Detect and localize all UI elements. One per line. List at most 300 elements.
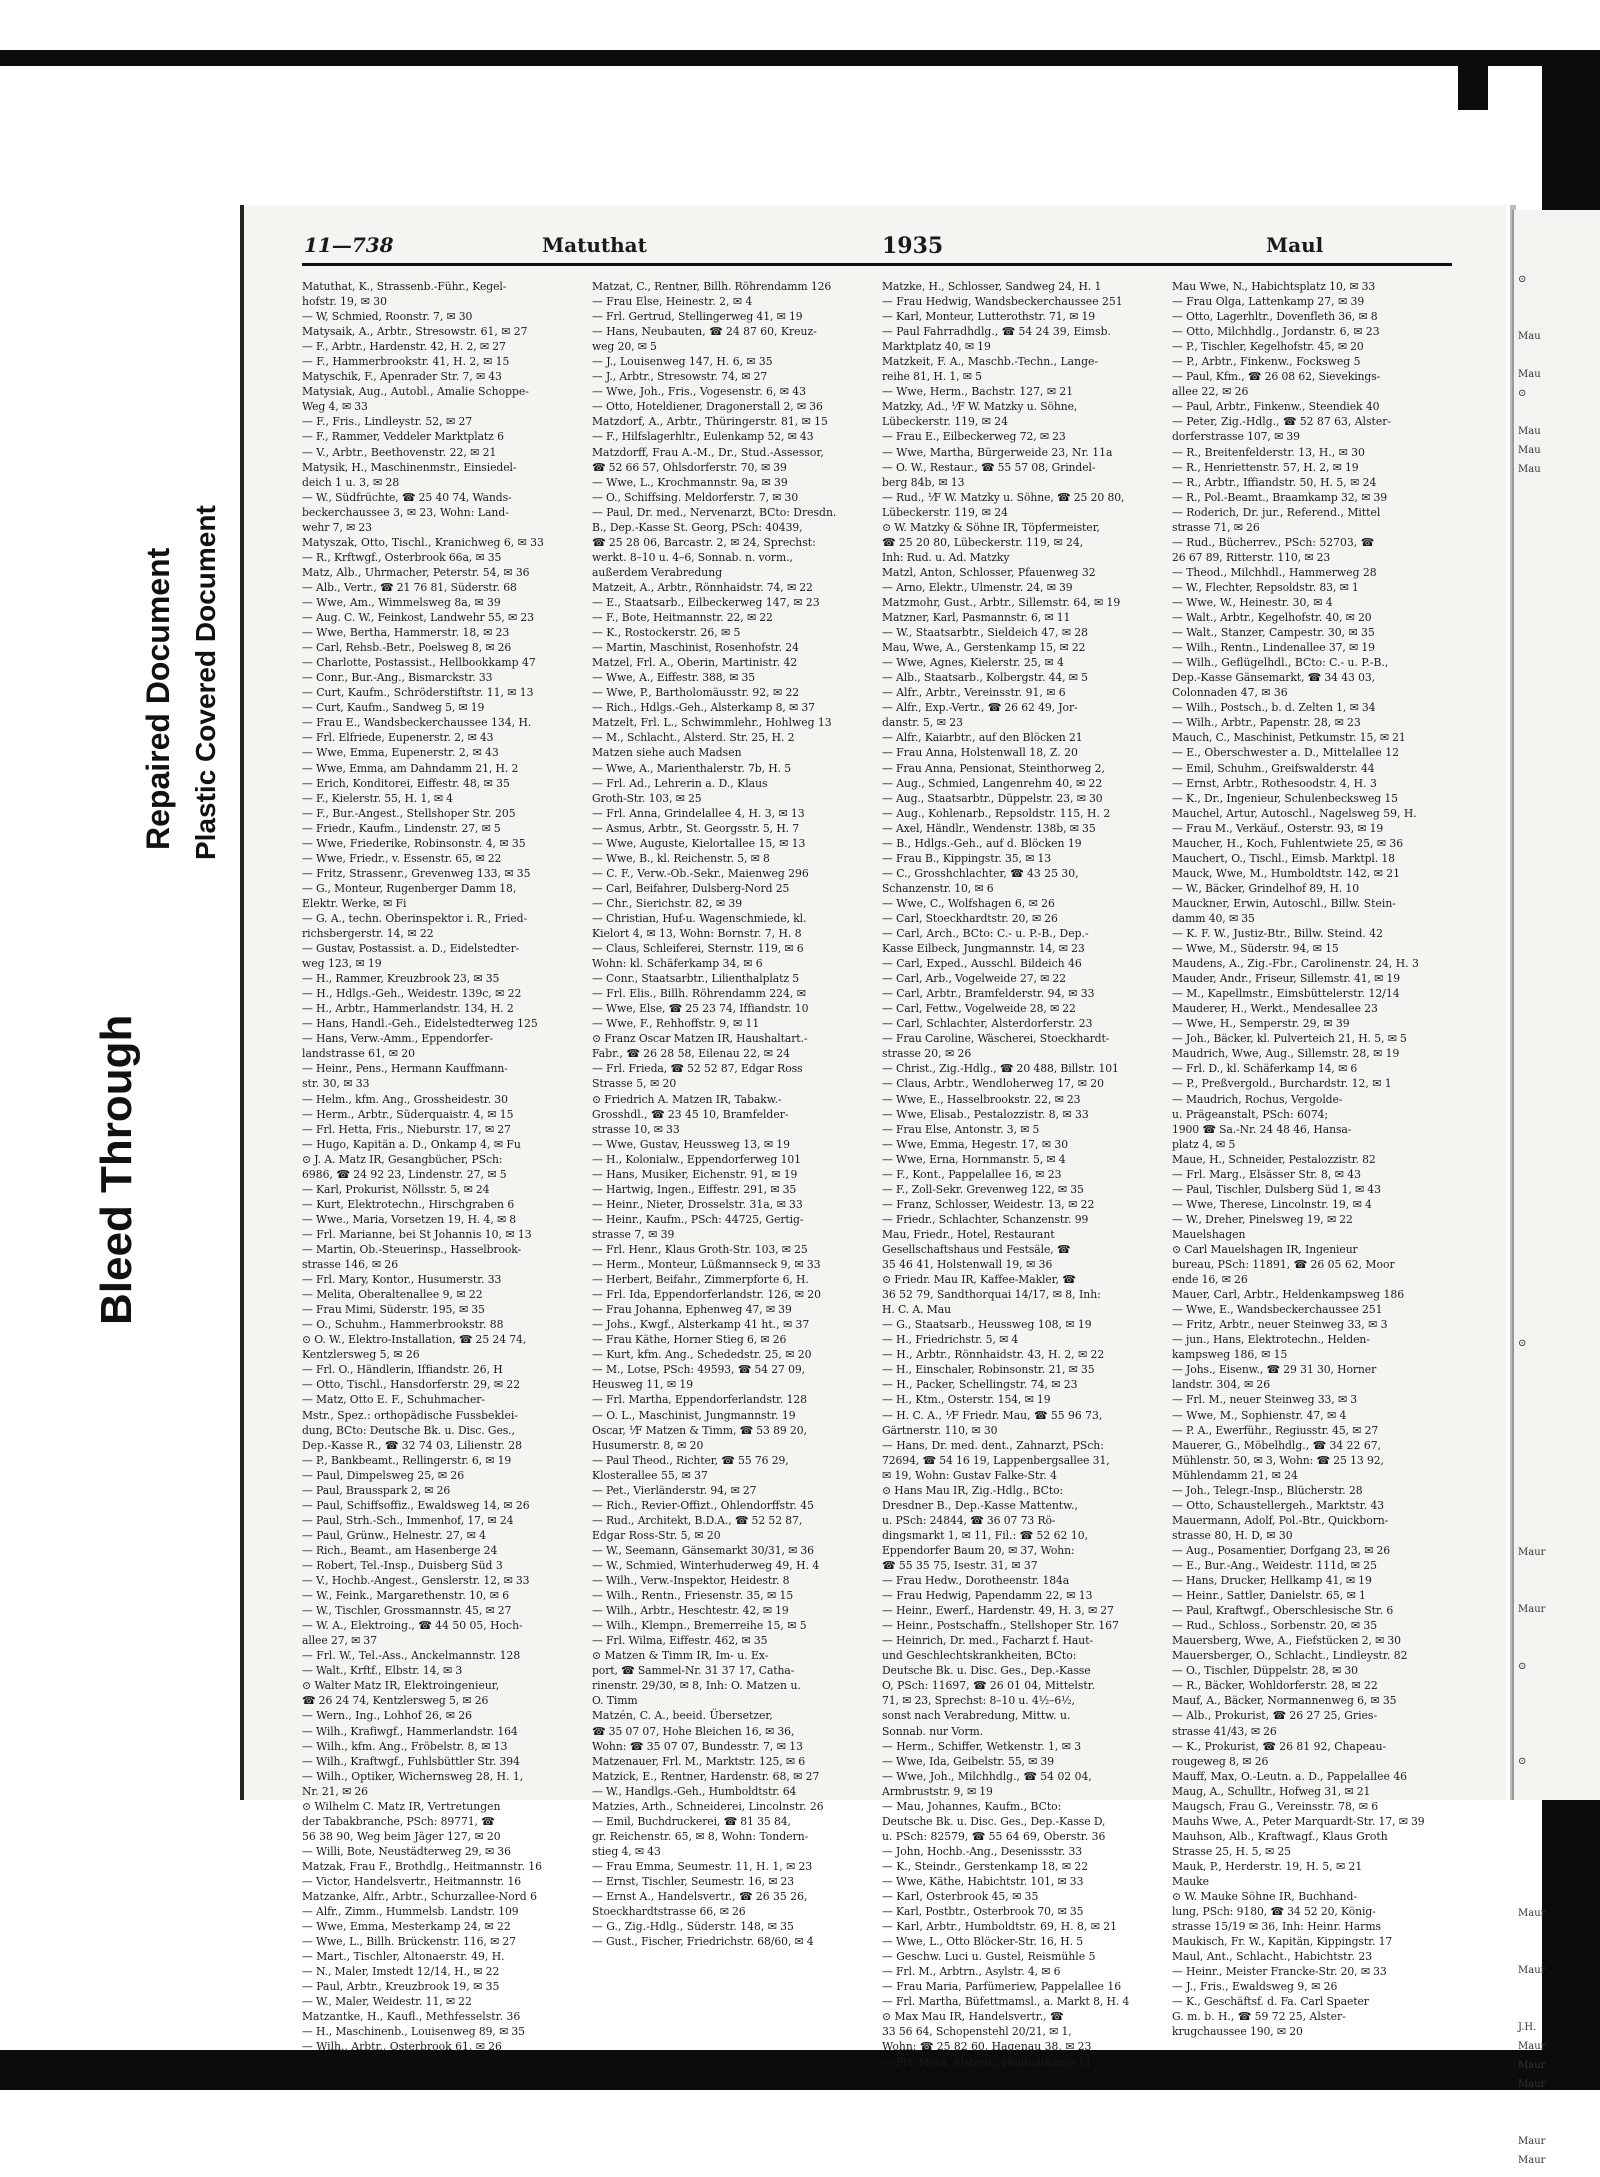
directory-entry-line: 71, ✉ 23, Sprechst: 8–10 u. 4½–6½, bbox=[882, 1694, 1075, 1708]
directory-entry-line: 56 38 90, Weg beim Jäger 127, ✉ 20 bbox=[302, 1829, 501, 1843]
next-page-fragment bbox=[1518, 1144, 1600, 1163]
next-page-fragment: Maur bbox=[1518, 1965, 1546, 1976]
directory-entry-line: — Wern., Ing., Lohhof 26, ✉ 26 bbox=[302, 1709, 472, 1723]
directory-entry-line: — Frl. M., Arbtrn., Asylstr. 4, ✉ 6 bbox=[882, 1965, 1061, 1979]
next-page-fragment bbox=[1518, 1125, 1600, 1144]
next-page-edge bbox=[1512, 210, 1600, 2166]
directory-entry-line: — Heinr., Sattler, Danielstr. 65, ✉ 1 bbox=[1172, 1589, 1366, 1603]
directory-entry-line: strasse 7, ✉ 39 bbox=[592, 1227, 675, 1241]
directory-entry-line: — G., Staatsarb., Heussweg 108, ✉ 19 bbox=[882, 1318, 1092, 1332]
directory-entry-line: — Conr., Bur.-Ang., Bismarckstr. 33 bbox=[302, 671, 493, 685]
directory-entry-line: — W., Dreher, Pinelsweg 19, ✉ 22 bbox=[1172, 1212, 1353, 1226]
directory-entry-line: — Wwe, Emma, Mesterkamp 24, ✉ 22 bbox=[302, 1920, 511, 1934]
directory-entry-line: — P., Arbtr., Finkenw., Focksweg 5 bbox=[1172, 355, 1361, 369]
directory-entry-line: — Frl. Marianne, bei St Johannis 10, ✉ 13 bbox=[302, 1227, 532, 1241]
directory-entry-line: strasse 20, ✉ 26 bbox=[882, 1047, 972, 1061]
next-page-fragment bbox=[1518, 1847, 1600, 1866]
directory-entry-line: u. PSch: 24844, ☎ 36 07 73 Rö- bbox=[882, 1513, 1056, 1527]
next-page-fragment bbox=[1518, 1581, 1600, 1600]
next-page-fragment bbox=[1518, 783, 1600, 802]
directory-entry-line: strasse 71, ✉ 26 bbox=[1172, 520, 1260, 534]
directory-entry-line: str. 30, ✉ 33 bbox=[302, 1077, 370, 1091]
directory-entry-line: — Wwe, Ida, Geibelstr. 55, ✉ 39 bbox=[882, 1754, 1054, 1768]
directory-entry-line: — Hans, Musiker, Eichenstr. 91, ✉ 19 bbox=[592, 1167, 798, 1181]
directory-entry-line: — Karl, Osterbrook 45, ✉ 35 bbox=[882, 1890, 1039, 1904]
directory-entry-line: — M., Schlacht., Alsterd. Str. 25, H. 2 bbox=[592, 731, 795, 745]
directory-entry-line: Matzenauer, Frl. M., Marktstr. 125, ✉ 6 bbox=[592, 1754, 805, 1768]
directory-entry-line: ⊙ Hans Mau IR, Zig.-Hdlg., BCto: bbox=[882, 1483, 1064, 1497]
scanner-border-top bbox=[0, 50, 1600, 66]
next-page-fragment bbox=[1518, 1619, 1600, 1638]
column-3 bbox=[882, 279, 1154, 2069]
directory-entry-line: — Paul, Brausspark 2, ✉ 26 bbox=[302, 1483, 451, 1497]
next-page-fragment bbox=[1518, 1163, 1600, 1182]
directory-entry-line: — Martin, Ob.-Steuerinsp., Hasselbrook- bbox=[302, 1243, 522, 1256]
directory-entry-line: — Victor, Handelsvertr., Heitmannstr. 16 bbox=[302, 1874, 522, 1888]
directory-entry-line: — Hugo, Kapitän a. D., Onkamp 4, ✉ Fu bbox=[302, 1137, 521, 1151]
directory-entry-line: — Wilh., Rentn., Friesenstr. 35, ✉ 15 bbox=[592, 1589, 794, 1603]
next-page-fragment bbox=[1518, 1391, 1600, 1410]
directory-entry-line: — Frau Anna, Pensionat, Steinthorweg 2, bbox=[882, 761, 1105, 775]
directory-entry-line: Maul, Ant., Schlacht., Habichtstr. 23 bbox=[1172, 1950, 1373, 1964]
next-page-fragment bbox=[1518, 1068, 1600, 1087]
next-page-fragment: ⊙ bbox=[1518, 1661, 1527, 1672]
directory-entry-line: beckerchaussee 3, ✉ 23, Wohn: Land- bbox=[302, 505, 509, 519]
next-page-fragment bbox=[1518, 289, 1600, 308]
directory-entry-line: — Otto, Lagerhltr., Dovenfleth 36, ✉ 8 bbox=[1172, 310, 1378, 324]
directory-entry-line: lung, PSch: 9180, ☎ 34 52 20, König- bbox=[1172, 1905, 1376, 1919]
directory-entry-line: — Conr., Staatsarbtr., Lilienthalplatz 5 bbox=[592, 972, 800, 986]
next-page-fragment bbox=[1518, 707, 1600, 726]
directory-entry-line: Groth-Str. 103, ✉ 25 bbox=[592, 791, 702, 805]
directory-entry-line: — P. A., Ewerführ., Regiusstr. 45, ✉ 27 bbox=[1172, 1423, 1379, 1437]
next-page-fragment bbox=[1518, 1562, 1600, 1581]
directory-entry-line: ☎ 25 20 80, Lübeckerstr. 119, ✉ 24, bbox=[882, 535, 1084, 549]
directory-entry-line: allee 27, ✉ 37 bbox=[302, 1634, 377, 1648]
directory-entry-line: — H. C. A., ⅟F Friedr. Mau, ☎ 55 96 73, bbox=[882, 1408, 1103, 1422]
next-page-fragment bbox=[1518, 935, 1600, 954]
directory-entry-line: — Christian, Huf-u. Wagenschmiede, kl. bbox=[592, 911, 807, 925]
directory-entry-line: rinenstr. 29/30, ✉ 8, Inh: O. Matzen u. bbox=[592, 1679, 801, 1693]
directory-entry-line: — R., Bäcker, Wohldorferstr. 28, ✉ 22 bbox=[1172, 1679, 1378, 1693]
directory-entry-line: Maue, H., Schneider, Pestalozzistr. 82 bbox=[1172, 1152, 1376, 1166]
directory-entry-line: Kasse Eilbeck, Jungmannstr. 14, ✉ 23 bbox=[882, 942, 1085, 956]
directory-entry-line: Maukisch, Fr. W., Kapitän, Kippingstr. 17 bbox=[1172, 1935, 1393, 1949]
directory-entry-line: — B., Hdlgs.-Geh., auf d. Blöcken 19 bbox=[882, 836, 1082, 850]
directory-entry-line: — Johs., Kwgf., Alsterkamp 41 ht., ✉ 37 bbox=[592, 1318, 810, 1332]
directory-entry-line: — Frl. Elis., Billh. Röhrendamm 224, ✉ bbox=[592, 987, 806, 1001]
directory-entry-line: — W., Tischler, Grossmannstr. 45, ✉ 27 bbox=[302, 1604, 512, 1618]
directory-entry-line: — Carl, Stoeckhardtstr. 20, ✉ 26 bbox=[882, 911, 1058, 925]
directory-entry-line: u. PSch: 82579, ☎ 55 64 69, Oberstr. 36 bbox=[882, 1829, 1106, 1843]
directory-entry-line: Klosterallee 55, ✉ 37 bbox=[592, 1468, 708, 1482]
directory-entry-line: ⊙ W. Mauke Söhne IR, Buchhand- bbox=[1172, 1890, 1358, 1904]
directory-entry-line: Matzanke, Alfr., Arbtr., Schurzallee-Nord 6 bbox=[302, 1890, 537, 1904]
directory-entry-line: — C. F., Verw.-Ob.-Sekr., Maienweg 296 bbox=[592, 866, 809, 880]
directory-entry-line: — Walt., Arbtr., Kegelhofstr. 40, ✉ 20 bbox=[1172, 611, 1372, 625]
next-page-fragment bbox=[1518, 1087, 1600, 1106]
directory-entry-line: Mauff, Max, O.-Leutn. a. D., Pappelallee 46 bbox=[1172, 1769, 1408, 1783]
directory-entry-line: — Wilh., Arbtr., Osterbrook 61, ✉ 26 bbox=[302, 2040, 502, 2054]
directory-entry-line: — Frl. Elfriede, Eupenerstr. 2, ✉ 43 bbox=[302, 731, 494, 745]
directory-entry-line: deich 1 u. 3, ✉ 28 bbox=[302, 475, 400, 489]
directory-entry-line: — H., Friedrichstr. 5, ✉ 4 bbox=[882, 1333, 1019, 1347]
directory-entry-line: — Axel, Händlr., Wendenstr. 138b, ✉ 35 bbox=[882, 821, 1096, 835]
directory-entry-line: Mauhson, Alb., Kraftwagf., Klaus Groth bbox=[1172, 1829, 1388, 1843]
directory-entry-line: — K., Steindr., Gerstenkamp 18, ✉ 22 bbox=[882, 1859, 1089, 1873]
directory-entry-line: Matzdorff, Frau A.-M., Dr., Stud.-Assessor, bbox=[592, 445, 824, 459]
directory-entry-line: ⊙ Max Mau IR, Handelsvertr., ☎ bbox=[882, 2010, 1064, 2024]
directory-entry-line: — Helm., kfm. Ang., Grossheidestr. 30 bbox=[302, 1092, 508, 1106]
directory-entry-line: strasse 146, ✉ 26 bbox=[302, 1258, 399, 1272]
directory-entry-line: — E., Bur.-Ang., Weidestr. 111d, ✉ 25 bbox=[1172, 1558, 1377, 1572]
directory-entry-line: Matzke, H., Schlosser, Sandweg 24, H. 1 bbox=[882, 280, 1102, 293]
next-page-fragment bbox=[1518, 498, 1600, 517]
next-page-fragment: ⊙ bbox=[1518, 1756, 1527, 1767]
directory-entry-line: — O., Schiffsing. Meldorferstr. 7, ✉ 30 bbox=[592, 490, 799, 504]
directory-entry-line: — Wwe, A., Eiffestr. 388, ✉ 35 bbox=[592, 671, 756, 685]
next-page-fragment bbox=[1518, 536, 1600, 555]
directory-entry-line: Matzl, Anton, Schlosser, Pfauenweg 32 bbox=[882, 565, 1096, 579]
directory-entry-line: — Franz, Schlosser, Weidestr. 13, ✉ 22 bbox=[882, 1197, 1095, 1211]
directory-entry-line: — K., Rostockerstr. 26, ✉ 5 bbox=[592, 626, 741, 640]
next-page-fragment bbox=[1518, 631, 1600, 650]
directory-entry-line: — Wwe, L., Krochmannstr. 9a, ✉ 39 bbox=[592, 475, 788, 489]
directory-entry-line: 6986, ☎ 24 92 23, Lindenstr. 27, ✉ 5 bbox=[302, 1167, 507, 1181]
directory-entry-line: — Frau Mimi, Süderstr. 195, ✉ 35 bbox=[302, 1303, 485, 1317]
directory-entry-line: — Karl, Monteur, Lutterothstr. 71, ✉ 19 bbox=[882, 310, 1096, 324]
directory-entry-line: — Rich., Hdlgs.-Geh., Alsterkamp 8, ✉ 37 bbox=[592, 701, 815, 715]
directory-entry-line: — W., Feink., Margarethenstr. 10, ✉ 6 bbox=[302, 1589, 510, 1603]
directory-entry-line: u. Prägeanstalt, PSch: 6074; bbox=[1172, 1107, 1329, 1121]
directory-entry-line: — Carl, Exped., Ausschl. Bildeich 46 bbox=[882, 957, 1082, 971]
directory-entry-line: Mauke bbox=[1172, 1874, 1209, 1888]
next-page-fragment bbox=[1518, 1524, 1600, 1543]
directory-entry-line: allee 22, ✉ 26 bbox=[1172, 385, 1249, 399]
directory-entry-line: — V., Arbtr., Beethovenstr. 22, ✉ 21 bbox=[302, 445, 497, 459]
next-page-fragment bbox=[1518, 574, 1600, 593]
directory-entry-line: — Rich., Revier-Offizt., Ohlendorffstr. 45 bbox=[592, 1498, 814, 1512]
next-page-fragment bbox=[1518, 1011, 1600, 1030]
directory-entry-line: Matyszak, Otto, Tischl., Kranichweg 6, ✉ 33 bbox=[302, 535, 544, 549]
next-page-fragment bbox=[1518, 1296, 1600, 1315]
directory-entry-line: — Aug., Schmied, Langenrehm 40, ✉ 22 bbox=[882, 776, 1103, 790]
next-page-fragment bbox=[1518, 1220, 1600, 1239]
directory-entry-line: — Wilh., Kraftwgf., Fuhlsbüttler Str. 394 bbox=[302, 1754, 520, 1768]
directory-entry-line: — Wilh., Krafiwgf., Hammerlandstr. 164 bbox=[302, 1724, 518, 1738]
next-page-fragment bbox=[1518, 688, 1600, 707]
next-page-fragment bbox=[1518, 650, 1600, 669]
next-page-fragment bbox=[1518, 669, 1600, 688]
next-page-fragment bbox=[1518, 1258, 1600, 1277]
column-1 bbox=[302, 279, 574, 2054]
directory-entry-line: — Paul, Dr. med., Nervenarzt, BCto: Dresdn. bbox=[592, 505, 837, 519]
directory-entry-line: — Gust., Fischer, Friedrichstr. 68/60, ✉ 4 bbox=[592, 1935, 814, 1949]
directory-entry-line: Mauhs Wwe, A., Peter Marquardt-Str. 17, ✉ 39 bbox=[1172, 1814, 1425, 1828]
directory-entry-line: G. m. b. H., ☎ 59 72 25, Alster- bbox=[1172, 2010, 1346, 2024]
directory-entry-line: — Frau Hedw., Dorotheenstr. 184a bbox=[882, 1574, 1070, 1588]
directory-entry-line: Matzner, Karl, Pasmannstr. 6, ✉ 11 bbox=[882, 611, 1071, 625]
directory-entry-line: Lübeckerstr. 119, ✉ 24 bbox=[882, 415, 1008, 429]
directory-entry-line: wehr 7, ✉ 23 bbox=[302, 520, 372, 534]
directory-entry-line: — Frl. Hetta, Fris., Nieburstr. 17, ✉ 27 bbox=[302, 1122, 511, 1136]
next-page-fragment bbox=[1518, 2113, 1600, 2132]
directory-entry-line: Mauersberger, O., Schlacht., Lindleystr. 82 bbox=[1172, 1649, 1408, 1663]
directory-entry-line: — Wilh., Postsch., b. d. Zelten 1, ✉ 34 bbox=[1172, 701, 1376, 715]
directory-entry-line: — P., Bankbeamt., Rellingerstr. 6, ✉ 19 bbox=[302, 1453, 512, 1467]
directory-entry-line: — Curt, Kaufm., Sandweg 5, ✉ 19 bbox=[302, 701, 485, 715]
directory-entry-line: Husumerstr. 8, ✉ 20 bbox=[592, 1438, 704, 1452]
next-page-fragment: Mau bbox=[1518, 426, 1541, 437]
directory-entry-line: — Ernst, Arbtr., Rothesoodstr. 4, H. 3 bbox=[1172, 776, 1377, 790]
directory-entry-line: — H., Ktm., Osterstr. 154, ✉ 19 bbox=[882, 1393, 1051, 1407]
directory-entry-line: Matzelt, Frl. L., Schwimmlehr., Hohlweg 13 bbox=[592, 716, 832, 730]
directory-entry-line: bureau, PSch: 11891, ☎ 26 05 62, Moor bbox=[1172, 1258, 1395, 1272]
next-page-fragment bbox=[1518, 308, 1600, 327]
directory-entry-line: — John, Hochb.-Ang., Desenissstr. 33 bbox=[882, 1844, 1083, 1858]
next-page-fragment bbox=[1518, 1733, 1600, 1752]
next-page-fragment bbox=[1518, 992, 1600, 1011]
directory-entry-line: B., Dep.-Kasse St. Georg, PSch: 40439, bbox=[592, 520, 803, 534]
directory-entry-line: — Frau Caroline, Wäscherei, Stoeckhardt- bbox=[882, 1032, 1110, 1046]
directory-entry-line: Weg 4, ✉ 33 bbox=[302, 400, 368, 414]
next-page-fragment bbox=[1518, 840, 1600, 859]
directory-entry-line: — Mau, Johannes, Kaufm., BCto: bbox=[882, 1799, 1062, 1813]
directory-entry-line: strasse 10, ✉ 33 bbox=[592, 1122, 680, 1136]
directory-entry-line: — Wwe, Joh., Milchhdlg., ☎ 54 02 04, bbox=[882, 1769, 1092, 1783]
directory-entry-line: — Alfr., Exp.-Vertr., ☎ 26 62 49, Jor- bbox=[882, 701, 1078, 715]
directory-entry-line: ⊙ Walter Matz IR, Elektroingenieur, bbox=[302, 1679, 500, 1693]
directory-entry-line: — K., Geschäftsf. d. Fa. Carl Spaeter bbox=[1172, 1995, 1369, 2009]
directory-entry-line: — Wilh., Optiker, Wichernsweg 28, H. 1, bbox=[302, 1769, 524, 1783]
directory-entry-line: — Paul, Kraftwgf., Oberschlesische Str. 6 bbox=[1172, 1604, 1394, 1618]
directory-entry-line: — Frl. Martha, Eppendorferlandstr. 128 bbox=[592, 1393, 807, 1407]
directory-entry-line: — W., Flechter, Repsoldstr. 83, ✉ 1 bbox=[1172, 580, 1359, 594]
directory-entry-line: — Heinr., Postschaffn., Stellshoper Str. 167 bbox=[882, 1619, 1119, 1633]
next-page-fragment: Mau bbox=[1518, 331, 1541, 342]
next-page-fragment: Mau bbox=[1518, 369, 1541, 380]
directory-entry-line: 1900 ☎ Sa.-Nr. 24 48 46, Hansa- bbox=[1172, 1122, 1352, 1136]
directory-entry-line: — Wwe, Emma, Hegestr. 17, ✉ 30 bbox=[882, 1137, 1069, 1151]
directory-entry-line: — Wwe, H., Semperstr. 29, ✉ 39 bbox=[1172, 1017, 1350, 1031]
directory-entry-line: — G., Monteur, Rugenberger Damm 18, bbox=[302, 881, 517, 895]
directory-entry-line: — Frau Else, Antonstr. 3, ✉ 5 bbox=[882, 1122, 1040, 1136]
directory-entry-line: — Frau Emma, Seumestr. 11, H. 1, ✉ 23 bbox=[592, 1859, 813, 1873]
next-page-fragment: Maur bbox=[1518, 2060, 1546, 2071]
directory-entry-line: — W, Schmied, Roonstr. 7, ✉ 30 bbox=[302, 310, 473, 324]
directory-entry-line: — Wwe, Herm., Bachstr. 127, ✉ 21 bbox=[882, 385, 1074, 399]
directory-entry-line: Matzantke, H., Kaufl., Methfesselstr. 36 bbox=[302, 2010, 521, 2024]
next-page-fragment bbox=[1518, 1486, 1600, 1505]
directory-entry-line: — P., Preßvergold., Burchardstr. 12, ✉ 1 bbox=[1172, 1077, 1392, 1091]
directory-entry-line: ende 16, ✉ 26 bbox=[1172, 1273, 1248, 1287]
page-header bbox=[304, 233, 1444, 257]
next-page-fragment bbox=[1518, 479, 1600, 498]
directory-entry-line: — Wwe, Erna, Hornmanstr. 5, ✉ 4 bbox=[882, 1152, 1066, 1166]
directory-entry-line: — Heinr., Kaufm., PSch: 44725, Gertig- bbox=[592, 1212, 804, 1226]
directory-entry-line: ☎ 26 24 74, Kentzlersweg 5, ✉ 26 bbox=[302, 1694, 489, 1708]
directory-entry-line: weg 20, ✉ 5 bbox=[592, 340, 657, 354]
directory-entry-line: — F., Rammer, Veddeler Marktplatz 6 bbox=[302, 430, 504, 444]
directory-entry-line: dorferstrasse 107, ✉ 39 bbox=[1172, 430, 1300, 444]
next-page-fragment bbox=[1518, 821, 1600, 840]
directory-entry-line: — Paul, Arbtr., Finkenw., Steendiek 40 bbox=[1172, 400, 1380, 414]
directory-entry-line: 26 67 89, Ritterstr. 110, ✉ 23 bbox=[1172, 550, 1331, 564]
page-number: 11—738 bbox=[304, 233, 394, 257]
directory-entry-line: ⊙ Friedr. Mau IR, Kaffee-Makler, ☎ bbox=[882, 1273, 1076, 1287]
directory-entry-line: Heusweg 11, ✉ 19 bbox=[592, 1378, 694, 1392]
next-page-fragment bbox=[1518, 878, 1600, 897]
directory-entry-line: — Wwe, Käthe, Habichtstr. 101, ✉ 33 bbox=[882, 1874, 1084, 1888]
directory-entry-line: Mauelshagen bbox=[1172, 1227, 1246, 1241]
directory-entry-line: — H., Arbtr., Rönnhaidstr. 43, H. 2, ✉ 22 bbox=[882, 1348, 1105, 1362]
directory-entry-line: — Otto, Hoteldiener, Dragonerstall 2, ✉ 36 bbox=[592, 400, 823, 414]
directory-entry-line: — N., Maler, Imstedt 12/14, H., ✉ 22 bbox=[302, 1965, 500, 1979]
directory-entry-line: Wohn: ☎ 25 82 60, Hagenau 38, ✉ 23 bbox=[882, 2040, 1092, 2054]
directory-entry-line: außerdem Verabredung bbox=[592, 565, 723, 579]
directory-entry-line: — Alfr., Arbtr., Vereinsstr. 91, ✉ 6 bbox=[882, 686, 1066, 700]
next-page-fragment: Maur bbox=[1518, 2041, 1546, 2052]
directory-entry-line: weg 123, ✉ 19 bbox=[302, 957, 382, 971]
next-page-fragment bbox=[1518, 1980, 1600, 1999]
next-page-fragment bbox=[1518, 1410, 1600, 1429]
directory-entry-line: Kielort 4, ✉ 13, Wohn: Bornstr. 7, H. 8 bbox=[592, 927, 802, 941]
directory-entry-line: Mstr., Spez.: orthopädische Fussbeklei- bbox=[302, 1408, 518, 1422]
directory-entry-line: — K., Prokurist, ☎ 26 81 92, Chapeau- bbox=[1172, 1739, 1387, 1753]
next-page-fragment bbox=[1518, 1695, 1600, 1714]
directory-entry-line: — Joh., Bäcker, kl. Pulverteich 21, H. 5, ✉ 5 bbox=[1172, 1032, 1407, 1046]
directory-entry-line: — C., Grosshchlachter, ☎ 43 25 30, bbox=[882, 866, 1079, 880]
directory-entry-line: Matzmohr, Gust., Arbtr., Sillemstr. 64, ✉ 19 bbox=[882, 595, 1121, 609]
directory-entry-line: landstr. 304, ✉ 26 bbox=[1172, 1378, 1271, 1392]
directory-entry-line: — Chr., Sierichstr. 82, ✉ 39 bbox=[592, 896, 743, 910]
directory-entry-line: — Frl. Anna, Grindelallee 4, H. 3, ✉ 13 bbox=[592, 806, 805, 820]
directory-entry-line: — Wwe, L., Otto Blöcker-Str. 16, H. 5 bbox=[882, 1935, 1084, 1949]
directory-entry-line: — J., Arbtr., Stresowstr. 74, ✉ 27 bbox=[592, 370, 768, 384]
directory-entry-line: — Frl. Martha, Büfettmamsl., a. Markt 8, H. 4 bbox=[882, 1995, 1130, 2009]
directory-entry-line: — Frau Johanna, Ephenweg 47, ✉ 39 bbox=[592, 1303, 792, 1317]
directory-entry-line: — Wwe, Else, ☎ 25 23 74, Iffiandstr. 10 bbox=[592, 1002, 809, 1016]
directory-entry-line: — Wwe, A., Marienthalerstr. 7b, H. 5 bbox=[592, 761, 792, 775]
directory-entry-line: Matzick, E., Rentner, Hardenstr. 68, ✉ 27 bbox=[592, 1769, 820, 1783]
directory-entry-line: Nr. 21, ✉ 26 bbox=[302, 1784, 368, 1798]
directory-entry-line: — Frau Maria, Parfümeriew, Pappelallee 16 bbox=[882, 1980, 1122, 1994]
directory-entry-line: und Geschlechtskrankheiten, BCto: bbox=[882, 1649, 1077, 1663]
directory-entry-line: — Robert, Tel.-Insp., Duisberg Süd 3 bbox=[302, 1558, 503, 1572]
directory-entry-line: — R., Krftwgf., Osterbrook 66a, ✉ 35 bbox=[302, 550, 502, 564]
next-page-fragment: Mau bbox=[1518, 445, 1541, 456]
directory-entry-line: — Carl, Arb., Vogelweide 27, ✉ 22 bbox=[882, 972, 1066, 986]
directory-entry-line: — Asmus, Arbtr., St. Georgsstr. 5, H. 7 bbox=[592, 821, 800, 835]
next-page-fragment: Maur bbox=[1518, 1908, 1546, 1919]
directory-entry-line: Maucher, H., Koch, Fuhlentwiete 25, ✉ 36 bbox=[1172, 836, 1404, 850]
directory-entry-line: — Frl. D., kl. Schäferkamp 14, ✉ 6 bbox=[1172, 1062, 1358, 1076]
directory-entry-line: — W., Staatsarbtr., Sieldeich 47, ✉ 28 bbox=[882, 626, 1089, 640]
directory-entry-line: Gärtnerstr. 110, ✉ 30 bbox=[882, 1423, 998, 1437]
directory-entry-line: — Wwe, Elisab., Pestalozzistr. 8, ✉ 33 bbox=[882, 1107, 1089, 1121]
directory-entry-line: — Frl. O., Händlerin, Iffiandstr. 26, H bbox=[302, 1363, 503, 1377]
next-page-fragment bbox=[1518, 612, 1600, 631]
last-entry-heading: Maul bbox=[1266, 233, 1324, 257]
first-entry-heading: Matuthat bbox=[542, 233, 647, 257]
directory-entry-line: Maudrich, Wwe, Aug., Sillemstr. 28, ✉ 19 bbox=[1172, 1047, 1400, 1061]
directory-entry-line: — Aug. C. W., Feinkost, Landwehr 55, ✉ 23 bbox=[302, 611, 534, 625]
next-page-fragment bbox=[1518, 517, 1600, 536]
directory-entry-line: — H., Rammer, Kreuzbrook 23, ✉ 35 bbox=[302, 972, 500, 986]
directory-entry-line: Colonnaden 47, ✉ 36 bbox=[1172, 686, 1288, 700]
directory-entry-line: — Paul, Arbtr., Kreuzbrook 19, ✉ 35 bbox=[302, 1980, 500, 1994]
directory-entry-line: Mau Wwe, N., Habichtsplatz 10, ✉ 33 bbox=[1172, 280, 1376, 293]
directory-entry-line: — Paul, Schiffsoffiz., Ewaldsweg 14, ✉ 26 bbox=[302, 1498, 530, 1512]
next-page-fragment bbox=[1518, 1828, 1600, 1847]
next-page-fragment bbox=[1518, 403, 1600, 422]
next-page-fragment bbox=[1518, 1467, 1600, 1486]
directory-entry-line: strasse 15/19 ✉ 36, Inh: Heinr. Harms bbox=[1172, 1920, 1382, 1934]
directory-entry-line: Wohn: ☎ 35 07 07, Bundesstr. 7, ✉ 13 bbox=[592, 1739, 804, 1753]
directory-entry-line: — Wwe, Bertha, Hammerstr. 18, ✉ 23 bbox=[302, 626, 510, 640]
next-page-fragment bbox=[1518, 1315, 1600, 1334]
directory-entry-line: Fabr., ☎ 26 28 58, Eilenau 22, ✉ 24 bbox=[592, 1047, 790, 1061]
directory-entry-line: — Walt., Stanzer, Campestr. 30, ✉ 35 bbox=[1172, 626, 1375, 640]
directory-entry-line: — Wilh., Rentn., Lindenallee 37, ✉ 19 bbox=[1172, 641, 1375, 655]
label-bleed-through: Bleed Through bbox=[92, 1014, 141, 1325]
year-heading: 1935 bbox=[882, 233, 944, 259]
next-page-fragment bbox=[1518, 916, 1600, 935]
column-2 bbox=[592, 279, 864, 1949]
next-page-fragment: Mau bbox=[1518, 464, 1541, 475]
directory-entry-line: sonst nach Verabredung, Mittw. u. bbox=[882, 1709, 1071, 1723]
directory-entry-line: Matzel, Frl. A., Oberin, Martinistr. 42 bbox=[592, 656, 798, 670]
next-page-fragment bbox=[1518, 764, 1600, 783]
directory-entry-line: — Frau Käthe, Horner Stieg 6, ✉ 26 bbox=[592, 1333, 787, 1347]
directory-entry-line: landstrasse 61, ✉ 20 bbox=[302, 1047, 415, 1061]
next-page-fragment bbox=[1518, 1942, 1600, 1961]
directory-entry-line: — O., Tischler, Düppelstr. 28, ✉ 30 bbox=[1172, 1664, 1358, 1678]
directory-entry-line: Mau, Friedr., Hotel, Restaurant bbox=[882, 1227, 1055, 1241]
directory-entry-line: — Alb., Vertr., ☎ 21 76 81, Süderstr. 68 bbox=[302, 580, 517, 594]
directory-entry-line: — Herm., Schiffer, Wetkenstr. 1, ✉ 3 bbox=[882, 1739, 1082, 1753]
directory-entry-line: — E., Staatsarb., Eilbeckerweg 147, ✉ 23 bbox=[592, 595, 820, 609]
directory-entry-line: — Wwe, B., kl. Reichenstr. 5, ✉ 8 bbox=[592, 851, 770, 865]
directory-entry-line: — Paul, Kfm., ☎ 26 08 62, Sievekings- bbox=[1172, 370, 1381, 384]
directory-entry-line: ⊙ Friedrich A. Matzen IR, Tabakw.- bbox=[592, 1092, 782, 1106]
directory-entry-line: — Paul, Dimpelsweg 25, ✉ 26 bbox=[302, 1468, 465, 1482]
directory-entry-line: — Christ., Zig.-Hdlg., ☎ 20 488, Billstr. 101 bbox=[882, 1062, 1119, 1076]
directory-entry-line: Wohn: kl. Schäferkamp 34, ✉ 6 bbox=[592, 957, 763, 971]
directory-entry-line: — O., Schuhm., Hammerbrookstr. 88 bbox=[302, 1318, 504, 1332]
directory-entry-line: — Heinr., Ewerf., Hardenstr. 49, H. 3, ✉ 27 bbox=[882, 1604, 1114, 1618]
directory-entry-line: gr. Reichenstr. 65, ✉ 8, Wohn: Tondern- bbox=[592, 1829, 809, 1843]
directory-entry-line: der Tabakbranche, PSch: 89771, ☎ bbox=[302, 1814, 495, 1828]
directory-entry-line: Dep.-Kasse Gänsemarkt, ☎ 34 43 03, bbox=[1172, 671, 1375, 685]
directory-entry-line: port, ☎ Sammel-Nr. 31 37 17, Catha- bbox=[592, 1664, 795, 1678]
directory-entry-line: — Wwe, Am., Wimmelsweg 8a, ✉ 39 bbox=[302, 595, 501, 609]
directory-entry-line: Mauer, Carl, Arbtr., Heldenkampsweg 186 bbox=[1172, 1288, 1405, 1302]
directory-entry-line: — Frl. Wilma, Eiffestr. 462, ✉ 35 bbox=[592, 1634, 768, 1648]
directory-entry-line: — Paul Theod., Richter, ☎ 55 76 29, bbox=[592, 1453, 789, 1467]
directory-entry-line: — H., Arbtr., Hammerlandstr. 134, H. 2 bbox=[302, 1002, 514, 1016]
next-page-fragment bbox=[1518, 593, 1600, 612]
directory-entry-line: Matzky, Ad., ⅟F W. Matzky u. Söhne, bbox=[882, 400, 1078, 414]
directory-entry-line: — W., Bäcker, Grindelhof 89, H. 10 bbox=[1172, 881, 1359, 895]
directory-entry-line: — R., Arbtr., Iffiandstr. 50, H. 5, ✉ 24 bbox=[1172, 475, 1377, 489]
directory-entry-line: — V., Hochb.-Angest., Genslerstr. 12, ✉ 33 bbox=[302, 1574, 530, 1588]
directory-entry-line: — Kurt, kfm. Ang., Schededstr. 25, ✉ 20 bbox=[592, 1348, 812, 1362]
directory-entry-line: — Wwe, E., Wandsbeckerchaussee 251 bbox=[1172, 1303, 1383, 1317]
directory-entry-line: — Pet., Vierländerstr. 94, ✉ 27 bbox=[592, 1483, 757, 1497]
directory-entry-line: — Frl. Mary, Kontor., Husumerstr. 33 bbox=[302, 1273, 502, 1287]
directory-entry-line: Dresdner B., Dep.-Kasse Mattentw., bbox=[882, 1498, 1078, 1512]
